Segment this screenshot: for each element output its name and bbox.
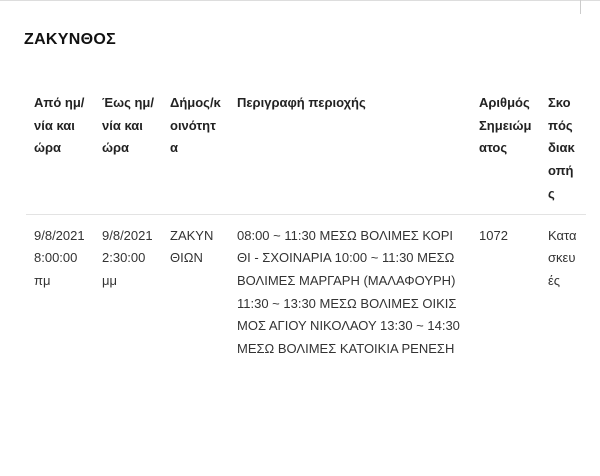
cell-description: 08:00 ~ 11:30 ΜΕΣΩ ΒΟΛΙΜΕΣ ΚΟΡΙΘΙ - ΣΧΟΙΝΑΡΙΑ 10:00 ~ 11:30 ΜΕΣΩ ΒΟΛΙΜΕΣ ΜΑΡΓΑΡΗ (ΜΑΛΑΦΟΥΡΗ) 11:30 ~ 13:30 ΜΕΣΩ ΒΟΛΙΜΕΣ ΟΙΚΙΣΜΟΣ ΑΓΙΟΥ ΝΙΚΟΛΑΟΥ 13:30 ~ 14:30 ΜΕΣΩ ΒΟΛΙΜΕΣ ΚΑΤΟΙΚΙΑ ΡΕΝΕΣΗ: [237, 227, 460, 357]
table-header-row: [26, 84, 586, 214]
table-row: [26, 214, 586, 369]
scroll-edge: [580, 0, 581, 14]
top-divider: [0, 0, 600, 1]
region-title: ΖΑΚΥΝΘΟΣ: [24, 31, 117, 48]
header-municipality: Δήμος/κοινότητα: [162, 84, 229, 214]
cell-purpose: Κατασκευές: [548, 227, 577, 288]
header-from: Από ημ/νία και ώρα: [26, 84, 94, 214]
header-description: Περιγραφή περιοχής: [229, 84, 471, 214]
header-purpose: Σκοπός διακοπής: [540, 84, 586, 214]
outage-table: [26, 84, 586, 369]
header-to: Έως ημ/νία και ώρα: [94, 84, 162, 214]
cell-point-number: 1072: [479, 227, 508, 243]
cell-from: 9/8/2021 8:00:00 πμ: [34, 227, 85, 288]
header-point-number: Αριθμός Σημειώματος: [471, 84, 540, 214]
cell-to: 9/8/2021 2:30:00 μμ: [102, 227, 153, 288]
cell-municipality: ΖΑΚΥΝΘΙΩΝ: [170, 227, 214, 266]
